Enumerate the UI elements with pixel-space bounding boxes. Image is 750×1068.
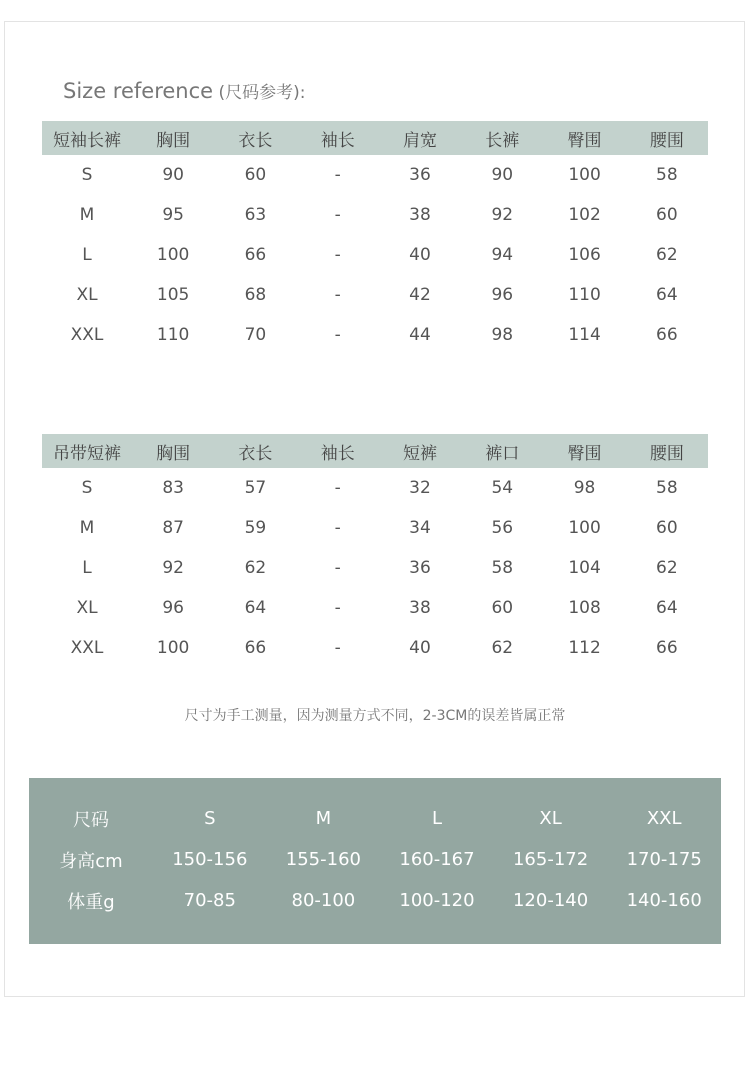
recommendation-table <box>29 798 721 921</box>
table-cell: 40 <box>409 638 431 658</box>
table-cell: 83 <box>162 478 184 498</box>
table-cell: - <box>334 245 341 265</box>
table-cell: 59 <box>244 518 267 538</box>
table-cell: 60 <box>656 518 678 538</box>
table-cell: 106 <box>568 245 601 265</box>
table-cell: 100 <box>568 518 601 538</box>
title-sub: (尺码参考): <box>213 83 306 103</box>
table-row <box>42 548 708 588</box>
table-cell: - <box>334 598 341 618</box>
table-cell: - <box>334 478 341 498</box>
row-label: XXL <box>70 325 104 345</box>
table-row <box>42 155 708 195</box>
header-cell: 袖长 <box>297 121 379 155</box>
row-label: XL <box>76 598 98 618</box>
table-cell: 94 <box>491 245 514 265</box>
table-cell: 100 <box>568 165 601 185</box>
header-cell: 吊带短裤 <box>42 434 132 468</box>
table-cell: 62 <box>656 558 678 578</box>
table-cell: L <box>431 808 442 829</box>
header-cell: 短袖长裤 <box>42 121 132 155</box>
header-cell: 袖长 <box>297 434 379 468</box>
table-cell: 98 <box>573 478 596 498</box>
page-title <box>63 78 305 103</box>
table-cell: - <box>334 285 341 305</box>
table-cell: 60 <box>491 598 514 618</box>
table-cell: 155-160 <box>285 849 361 870</box>
row-label: M <box>79 205 95 225</box>
table-cell: 100-120 <box>399 890 475 911</box>
header-cell: 短裤 <box>379 434 461 468</box>
table-cell: 70-85 <box>183 890 236 911</box>
table-row <box>42 235 708 275</box>
table-cell: 56 <box>491 518 514 538</box>
table-cell: 165-172 <box>512 849 589 870</box>
table-cell: 120-140 <box>512 890 589 911</box>
size-table-short-sleeve-pants <box>42 121 708 355</box>
table-cell: 66 <box>656 638 678 658</box>
table-cell: 100 <box>156 245 190 265</box>
row-label: S <box>81 478 93 498</box>
header-cell: 臀围 <box>543 434 625 468</box>
table-cell: 98 <box>491 325 514 345</box>
table-cell: - <box>334 638 341 658</box>
table-cell: 44 <box>409 325 431 345</box>
table-cell: 58 <box>656 478 678 498</box>
table-cell: 58 <box>656 165 678 185</box>
table-row <box>42 315 708 355</box>
header-cell: 臀围 <box>543 121 625 155</box>
table-cell: 38 <box>409 205 431 225</box>
table-row <box>42 468 708 508</box>
row-label: 体重g <box>67 891 115 913</box>
table-cell: 64 <box>656 598 678 618</box>
table-cell: XL <box>539 808 562 829</box>
table-cell: 32 <box>409 478 431 498</box>
table-cell: 110 <box>568 285 601 305</box>
recommendation-panel <box>29 778 721 944</box>
table-cell: - <box>334 165 341 185</box>
table-cell: 100 <box>156 638 190 658</box>
header-cell: 腰围 <box>626 434 708 468</box>
header-cell: 衣长 <box>214 434 296 468</box>
table-row <box>42 588 708 628</box>
header-cell: 腰围 <box>626 121 708 155</box>
table-row <box>29 798 721 839</box>
measurement-note: 尺寸为手工测量，因为测量方式不同，2-3CM的误差皆属正常 <box>184 708 566 724</box>
table-row <box>29 839 721 880</box>
table-cell: M <box>315 808 332 829</box>
table-cell: 96 <box>162 598 184 618</box>
title-main: Size reference <box>63 79 214 103</box>
table-cell: 92 <box>491 205 514 225</box>
table-cell: - <box>334 558 341 578</box>
header-cell: 长裤 <box>461 121 543 155</box>
table-cell: 114 <box>568 325 601 345</box>
table-cell: 42 <box>409 285 431 305</box>
row-label: L <box>82 245 92 265</box>
table-row <box>42 275 708 315</box>
table-row <box>42 195 708 235</box>
header-cell: 裤口 <box>461 434 543 468</box>
table-cell: 170-175 <box>626 849 702 870</box>
table-cell: 60 <box>244 165 267 185</box>
table-cell: 102 <box>568 205 601 225</box>
table-cell: 64 <box>656 285 678 305</box>
table-cell: 90 <box>162 165 184 185</box>
table-row <box>42 628 708 668</box>
table-cell: - <box>334 325 341 345</box>
row-label: M <box>79 518 95 538</box>
table-row <box>42 508 708 548</box>
table-cell: 62 <box>491 638 514 658</box>
row-label: 尺码 <box>73 809 109 831</box>
header-cell: 胸围 <box>132 121 214 155</box>
table-cell: 110 <box>156 325 190 345</box>
table-cell: 58 <box>491 558 514 578</box>
table-cell: 95 <box>162 205 184 225</box>
table-cell: 60 <box>656 205 678 225</box>
header-cell: 肩宽 <box>379 121 461 155</box>
table-cell: 108 <box>568 598 601 618</box>
table-cell: 105 <box>156 285 190 305</box>
row-label: L <box>82 558 92 578</box>
table-cell: 80-100 <box>291 890 356 911</box>
row-label: 身高cm <box>59 850 123 872</box>
row-label: S <box>81 165 93 185</box>
table-cell: 160-167 <box>399 849 475 870</box>
header-cell: 衣长 <box>214 121 296 155</box>
table-cell: 66 <box>244 245 267 265</box>
table-cell: 40 <box>409 245 431 265</box>
size-table-cami-shorts <box>42 434 708 668</box>
table-cell: 66 <box>244 638 267 658</box>
table-cell: 140-160 <box>626 890 702 911</box>
table-cell: 54 <box>491 478 514 498</box>
table-cell: 92 <box>162 558 184 578</box>
table-cell: 38 <box>409 598 431 618</box>
table-cell: 66 <box>656 325 678 345</box>
table-cell: 68 <box>244 285 267 305</box>
row-label: XL <box>76 285 98 305</box>
table-cell: 57 <box>244 478 267 498</box>
table-cell: S <box>204 808 216 829</box>
table-cell: - <box>334 518 341 538</box>
table-cell: 70 <box>244 325 267 345</box>
row-label: XXL <box>70 638 104 658</box>
table-cell: 36 <box>409 165 431 185</box>
table-cell: - <box>334 205 341 225</box>
table-cell: 87 <box>162 518 184 538</box>
table-cell: 112 <box>568 638 601 658</box>
table-cell: 64 <box>244 598 267 618</box>
table-cell: 90 <box>491 165 514 185</box>
header-cell: 胸围 <box>132 434 214 468</box>
table-cell: 150-156 <box>172 849 248 870</box>
table-cell: 34 <box>409 518 431 538</box>
table-cell: 36 <box>409 558 431 578</box>
table-cell: 104 <box>568 558 601 578</box>
table-cell: 63 <box>244 205 267 225</box>
table-row <box>29 880 721 921</box>
table-cell: 62 <box>244 558 267 578</box>
table-cell: 62 <box>656 245 678 265</box>
table-cell: XXL <box>646 808 682 829</box>
table-cell: 96 <box>491 285 514 305</box>
